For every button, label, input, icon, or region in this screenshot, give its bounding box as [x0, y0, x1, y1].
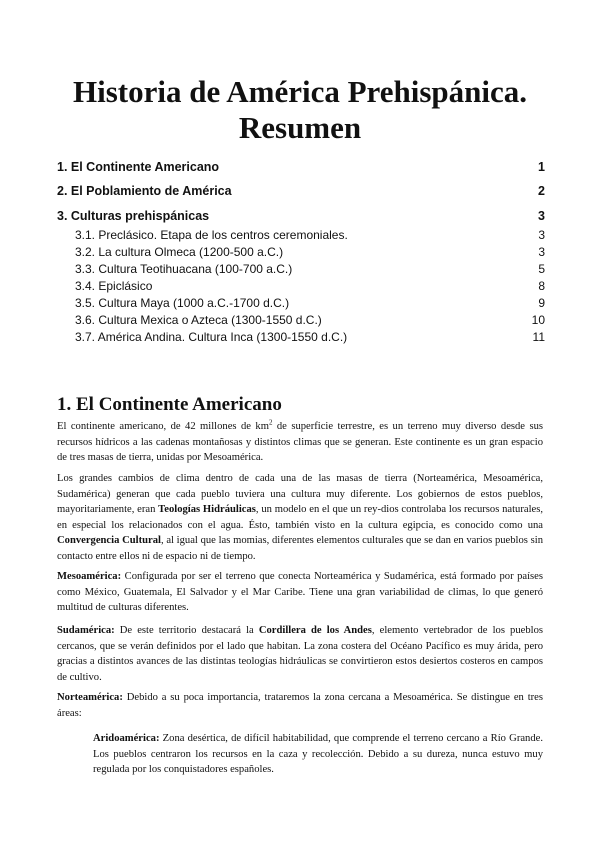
- toc-entry-label: 3.7. América Andina. Cultura Inca (1300-1550 d.C.): [75, 330, 348, 344]
- toc-entry-label: 3.1. Preclásico. Etapa de los centros ceremoniales.: [75, 228, 348, 242]
- toc-entry[interactable]: [57, 160, 545, 177]
- toc-entry-page: 3: [538, 209, 545, 223]
- toc-entry-label: 1. El Continente Americano: [57, 160, 220, 174]
- toc-subentry[interactable]: [57, 262, 545, 279]
- paragraph-sudamerica: Sudamérica: De este territorio destacará la Cordillera de los Andes, elemento vertebrador de los pueblos cercanos, que se verán definidos por el lado que habitan. La zona costera del Océano Pacífico es muy árida, pero gracias a distintos avances de las distintas teologías hidráulicas se convirtieron estos desiertos costeros en campos de cultivo.: [57, 625, 543, 683]
- toc-entry-page: 5: [538, 262, 545, 276]
- toc-entry-page: 3: [538, 228, 545, 242]
- toc-subentry[interactable]: [57, 245, 545, 262]
- title-line-2: Resumen: [238, 110, 362, 145]
- document-title: [40, 74, 560, 146]
- term-sudamerica: Sudamérica:: [57, 625, 115, 636]
- term-convergencia-cultural: Convergencia Cultural: [57, 535, 161, 547]
- toc-entry-label: 3.5. Cultura Maya (1000 a.C.-1700 d.C.): [75, 296, 290, 310]
- paragraph-norteamerica: Norteamérica: Debido a su poca importancia, trataremos la zona cercana a Mesoamérica. Se distingue en tres áreas:: [57, 692, 543, 719]
- toc-entry-page: 9: [538, 296, 545, 310]
- toc-subentry[interactable]: [57, 279, 545, 296]
- toc-entry[interactable]: [57, 209, 545, 226]
- term-cordillera-andes: Cordillera de los Andes: [258, 625, 372, 636]
- term-teologias-hidraulicas: Teologías Hidráulicas: [158, 504, 256, 516]
- term-aridoamerica: Aridoamérica:: [93, 733, 160, 744]
- toc-entry-label: 3.4. Epiclásico: [75, 279, 153, 293]
- toc-entry-label: 3.3. Cultura Teotihuacana (100-700 a.C.): [75, 262, 293, 276]
- superscript: 2: [268, 418, 273, 427]
- toc-entry[interactable]: [57, 184, 545, 201]
- toc-subentry[interactable]: [57, 330, 545, 347]
- term-mesoamerica: Mesoamérica:: [57, 571, 122, 582]
- toc-entry-page: 10: [531, 313, 545, 327]
- title-line-1: Historia de América Prehispánica.: [72, 74, 528, 109]
- paragraph-teologias: Los grandes cambios de clima dentro de cada una de las masas de tierra (Norteamérica, Mesoamérica, Sudamérica) generan que cada pueblo tuviera una cultura muy diferente. Los gobiernos de estos pueblos, mayoritariamente, eran Teologías Hidráulicas, un modelo en el que un rey-dios controlaba los recursos naturales, en especial los relacionados con el agua. Ésto, también visto en la cultura egipcia, es conocido como una Convergencia Cultural, al igual que las momias, diferentes elementos culturales que se dan en varios pueblos sin contacto entre ellos ni de espacio ni de tiempo.: [57, 473, 543, 562]
- toc-entry-label: 3.6. Cultura Mexica o Azteca (1300-1550 d.C.): [75, 313, 322, 327]
- toc-entry-page: 3: [538, 245, 545, 259]
- toc-entry-page: 1: [538, 160, 545, 174]
- term-norteamerica: Norteamérica:: [57, 692, 123, 703]
- toc-entry-page: 11: [532, 330, 545, 344]
- toc-entry-page: 8: [538, 279, 545, 293]
- toc-subentry[interactable]: [57, 296, 545, 313]
- toc-entry-label: 2. El Poblamiento de América: [57, 184, 232, 198]
- toc-entry-label: 3.2. La cultura Olmeca (1200-500 a.C.): [75, 245, 284, 259]
- section-heading: 1. El Continente Americano: [57, 394, 282, 415]
- paragraph-intro: El continente americano, de 42 millones de $km^2$ de superficie terrestre, es un terreno muy diverso desde sus recursos hídricos a las cadenas montañosas y distintos climas que se generan. Este continente es un gran espacio de tres masas de tierra, unidas por Mesoamérica.: [57, 418, 543, 464]
- toc-entry-label: 3. Culturas prehispánicas: [57, 209, 210, 223]
- paragraph-aridoamerica: Aridoamérica: Zona desértica, de difícil habitabilidad, que comprende el terreno cercano a Río Grande. Los pueblos centraron los recursos en la caza y recolección. Debido a su dureza, nunca estuvo muy regulada por los conquistadores españoles.: [93, 733, 543, 776]
- toc-subentry[interactable]: [57, 313, 545, 330]
- toc-subentry[interactable]: [57, 228, 545, 245]
- toc-entry-page: 2: [538, 184, 545, 198]
- paragraph-mesoamerica: Mesoamérica: Configurada por ser el terreno que conecta Norteamérica y Sudamérica, está formado por países como México, Guatemala, El Salvador y el Mar Caribe. Tiene una gran variabilidad de climas, lo que generó multitud de culturas diferentes.: [57, 571, 543, 614]
